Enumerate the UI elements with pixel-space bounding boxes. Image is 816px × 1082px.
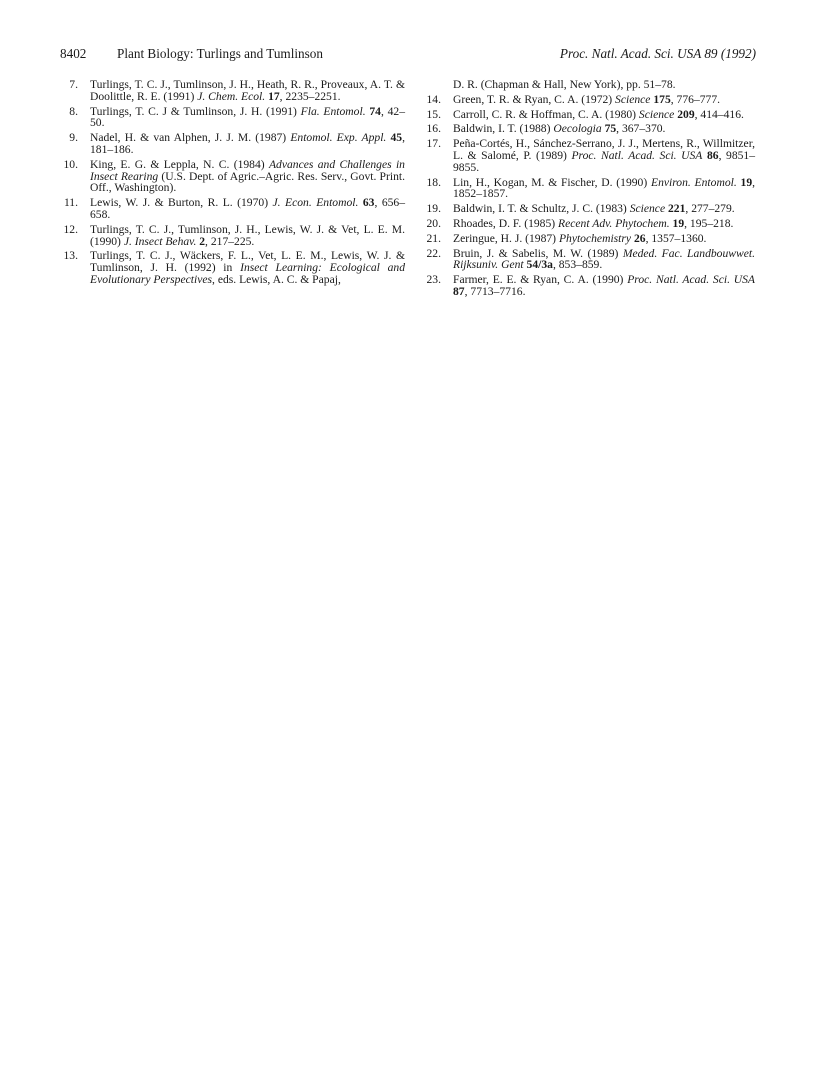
page-number: 8402 xyxy=(60,46,87,61)
reference-authors: Peña-Cortés, H., Sánchez-Serrano, J. J., Mertens, R., Willmitzer, L. & Salomé, P. (1989) xyxy=(453,137,755,162)
reference-pages: , 217–225. xyxy=(205,234,255,248)
reference-number: 12. xyxy=(63,222,78,236)
reference-item xyxy=(423,138,755,173)
reference-volume: 63 xyxy=(362,196,375,210)
reference-journal: Advances and Challenges in Insect Rearing xyxy=(90,157,405,183)
reference-item xyxy=(423,177,755,201)
reference-pages: , 853–859. xyxy=(552,258,603,272)
reference-volume: 45 xyxy=(390,131,403,145)
reference-pages: (U.S. Dept. of Agric.–Agric. Res. Serv., Govt. Print. Off., Washington). xyxy=(90,169,405,195)
reference-number: 9. xyxy=(69,131,78,145)
reference-item xyxy=(423,233,755,245)
reference-item xyxy=(423,123,755,135)
reference-number: 7. xyxy=(69,78,78,91)
reference-volume: 175 xyxy=(653,92,671,106)
reference-pages: , 776–777. xyxy=(670,92,721,106)
reference-volume: 19 xyxy=(740,175,753,189)
reference-journal: Proc. Natl. Acad. Sci. USA xyxy=(571,148,703,162)
reference-pages: , 7713–7716. xyxy=(464,284,526,298)
reference-journal: Environ. Entomol. xyxy=(650,175,737,189)
reference-authors: Turlings, T. C. J., Wäckers, F. L., Vet, L. E. M., Lewis, W. J. & Tumlinson, J. H. (1992) in xyxy=(90,249,405,275)
reference-journal: Science xyxy=(638,107,675,121)
references-left-column xyxy=(60,79,405,289)
reference-item xyxy=(423,248,755,272)
reference-pages: , 1852–1857. xyxy=(453,175,756,201)
reference-number: 20. xyxy=(426,216,441,230)
reference-journal: Proc. Natl. Acad. Sci. USA xyxy=(627,273,755,287)
reference-authors: Farmer, E. E. & Ryan, C. A. (1990) xyxy=(453,273,628,287)
reference-number: 10. xyxy=(63,157,78,171)
reference-volume: 209 xyxy=(677,107,695,121)
reference-item xyxy=(60,106,405,130)
reference-item xyxy=(423,94,755,106)
reference-number: 22. xyxy=(426,246,441,260)
reference-pages: , 2235–2251. xyxy=(279,89,341,103)
reference-journal: Meded. Fac. Landbouwwet. Rijksuniv. Gent xyxy=(453,246,755,272)
reference-authors: Carroll, C. R. & Hoffman, C. A. (1980) xyxy=(453,107,639,121)
reference-authors: Baldwin, I. T. & Schultz, J. C. (1983) xyxy=(453,202,630,216)
reference-number: 18. xyxy=(426,175,441,189)
reference-authors: Nadel, H. & van Alphen, J. J. M. (1987) xyxy=(90,131,291,145)
reference-volume: 74 xyxy=(369,104,381,118)
reference-authors: Baldwin, I. T. (1988) xyxy=(453,122,554,136)
reference-pages: , 1357–1360. xyxy=(645,231,707,245)
reference-volume: 26 xyxy=(633,231,646,245)
reference-journal: J. Chem. Ecol. xyxy=(197,89,266,103)
reference-journal: J. Econ. Entomol. xyxy=(272,196,359,210)
reference-journal: Entomol. Exp. Appl. xyxy=(290,131,387,145)
reference-volume: 87 xyxy=(453,284,465,298)
reference-volume: 75 xyxy=(604,122,617,136)
reference-volume: 221 xyxy=(668,202,686,216)
reference-number: 15. xyxy=(426,107,441,121)
reference-pages: , 277–279. xyxy=(685,202,735,216)
reference-item xyxy=(423,218,755,230)
reference-authors: Lin, H., Kogan, M. & Fischer, D. (1990) xyxy=(453,175,651,189)
reference-journal: Recent Adv. Phytochem. xyxy=(558,216,670,230)
reference-pages: , 181–186. xyxy=(90,131,405,156)
reference-number: 23. xyxy=(426,273,441,287)
reference-number: 14. xyxy=(426,92,441,106)
reference-authors: Rhoades, D. F. (1985) xyxy=(453,216,559,230)
reference-item xyxy=(60,79,405,103)
reference-item xyxy=(60,132,405,156)
reference-volume: 2 xyxy=(199,234,206,248)
reference-pages: , 414–416. xyxy=(694,107,744,121)
reference-authors: Turlings, T. C. J & Tumlinson, J. H. (1991) xyxy=(90,104,301,118)
reference-authors: Turlings, T. C. J., Tumlinson, J. H., Lewis, W. J. & Vet, L. E. M. (1990) xyxy=(90,222,405,248)
reference-pages: , 656–658. xyxy=(90,196,406,221)
reference-item xyxy=(60,224,405,248)
reference-number: 8. xyxy=(69,104,78,118)
reference-pages: , 367–370. xyxy=(616,122,666,136)
reference-item xyxy=(60,197,405,221)
reference-item xyxy=(60,250,405,285)
reference-item xyxy=(423,274,755,298)
page-header xyxy=(60,46,756,66)
reference-authors: King, E. G. & Leppla, N. C. (1984) xyxy=(90,157,269,171)
reference-pages: , 195–218. xyxy=(684,216,734,230)
reference-number: 21. xyxy=(426,231,441,245)
reference-authors: Lewis, W. J. & Burton, R. L. (1970) xyxy=(90,196,273,210)
reference-journal: Science xyxy=(615,92,651,106)
reference-journal: Science xyxy=(629,202,666,216)
journal-citation: Proc. Natl. Acad. Sci. USA 89 (1992) xyxy=(559,46,756,61)
reference-pages: , 9851–9855. xyxy=(453,148,756,174)
reference-number: 11. xyxy=(63,196,78,210)
reference-authors: Turlings, T. C. J., Tumlinson, J. H., Heath, R. R., Proveaux, A. T. & Doolittle, R. E. (1991) xyxy=(90,78,405,103)
reference-number: 19. xyxy=(426,202,441,216)
reference-item xyxy=(423,203,755,215)
reference-authors: Zeringue, H. J. (1987) xyxy=(453,231,559,245)
reference-journal: Fla. Entomol. xyxy=(300,104,366,118)
running-title: Plant Biology: Turlings and Tumlinson xyxy=(117,46,323,61)
reference-pages: , 42–50. xyxy=(90,104,405,130)
reference-journal: Oecologia xyxy=(553,122,602,136)
reference-journal: Phytochemistry xyxy=(558,231,632,245)
reference-number: 16. xyxy=(426,122,441,136)
reference-volume: 86 xyxy=(706,148,719,162)
reference-volume: 54/3a xyxy=(526,258,553,272)
references-right-column xyxy=(423,79,755,301)
reference-number: 17. xyxy=(426,137,441,151)
reference-authors: Bruin, J. & Sabelis, M. W. (1989) xyxy=(453,246,623,260)
reference-number: 13. xyxy=(63,249,78,263)
reference-item xyxy=(423,109,755,121)
reference-continuation: D. R. (Chapman & Hall, New York), pp. 51–78. xyxy=(453,78,676,91)
reference-item xyxy=(60,159,405,194)
reference-journal: J. Insect Behav. xyxy=(123,234,197,248)
reference-authors: Green, T. R. & Ryan, C. A. (1972) xyxy=(453,92,616,106)
reference-journal: Insect Learning: Ecological and Evolutionary Perspectives xyxy=(90,261,405,286)
reference-pages: , eds. Lewis, A. C. & Papaj, xyxy=(212,272,341,286)
reference-volume: 19 xyxy=(672,216,685,230)
reference-volume: 17 xyxy=(268,89,280,103)
